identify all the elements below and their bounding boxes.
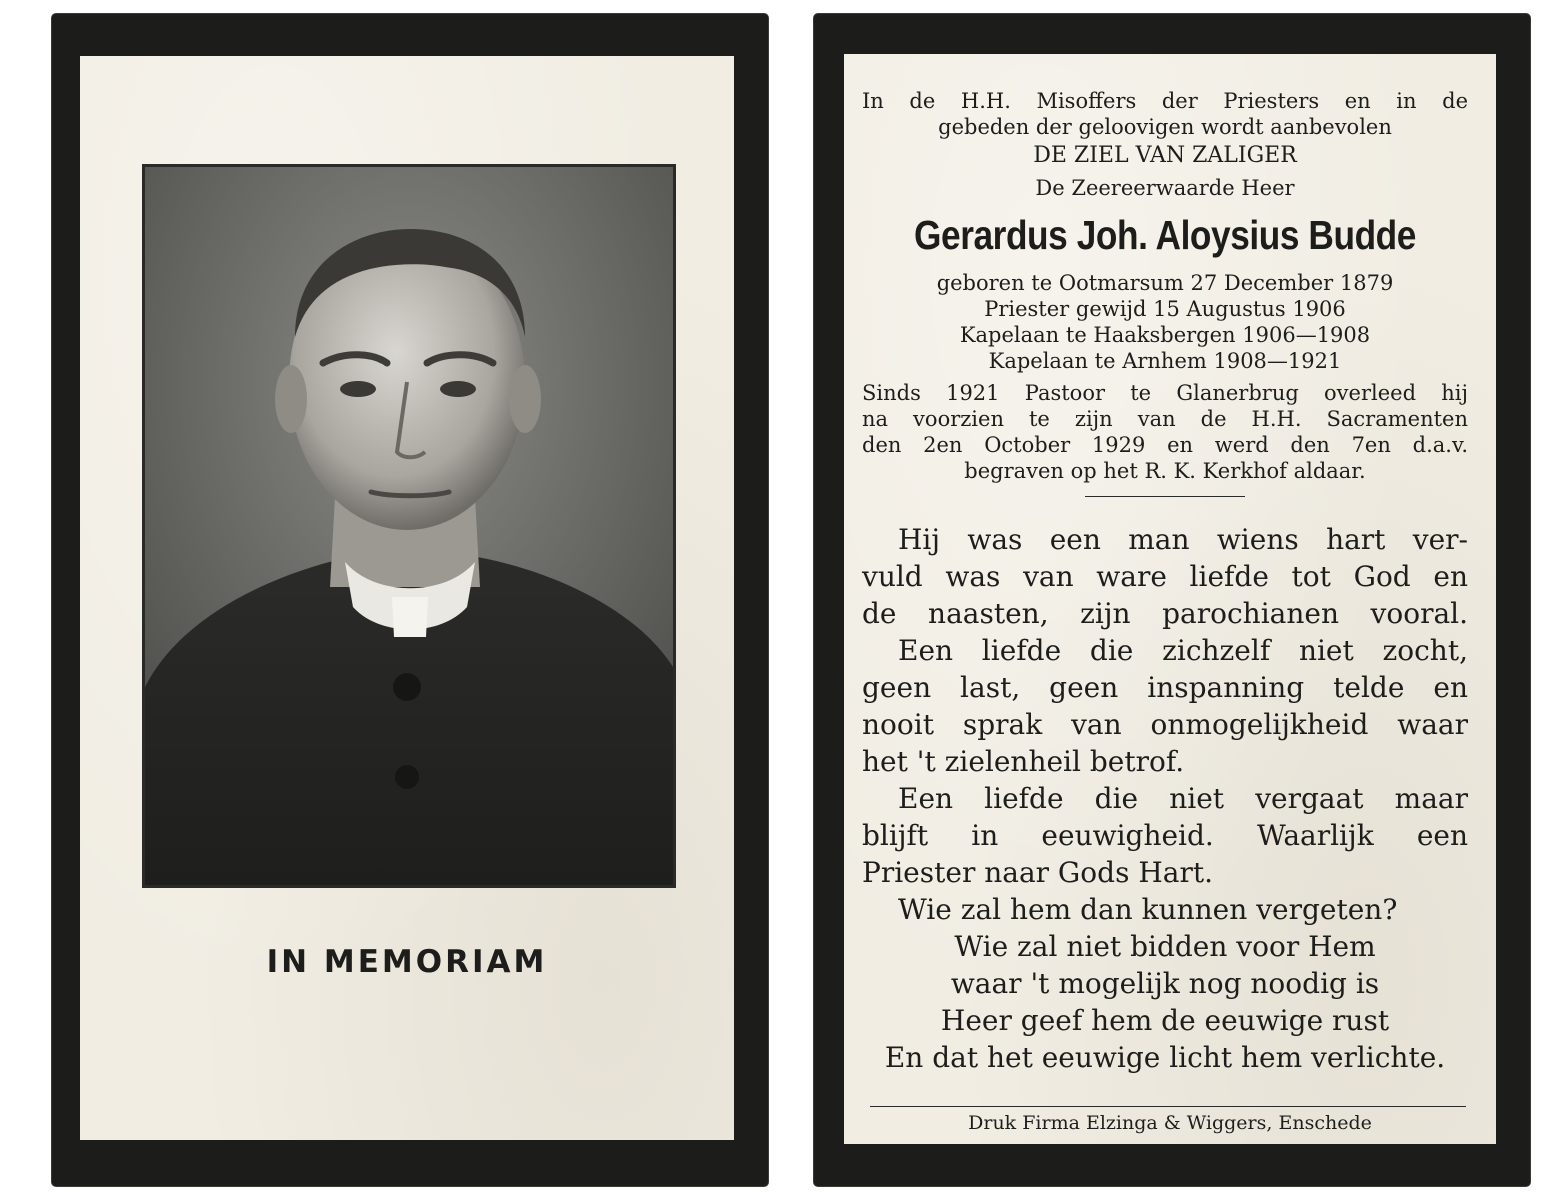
footer-divider: [870, 1106, 1466, 1107]
poem-line: Een liefde die niet vergaat maar: [898, 782, 1468, 815]
life-event: Kapelaan te Haaksbergen 1906—1908: [959, 323, 1371, 347]
poem-line: Priester naar Gods Hart.: [862, 856, 1213, 889]
portrait-illustration: [145, 167, 673, 885]
poem-line: Hij was een man wiens hart ver-: [898, 523, 1468, 556]
section-divider: [1085, 496, 1245, 497]
priest-portrait-photo: [142, 164, 676, 888]
poem-line: blijft in eeuwigheid. Waarlijk een: [862, 819, 1468, 852]
poem-line: En dat het eeuwige licht hem verlichte.: [884, 1041, 1446, 1074]
poem-line: nooit sprak van onmogelijkheid waar: [862, 708, 1468, 741]
poem-line: Wie zal hem dan kunnen vergeten?: [898, 893, 1398, 926]
death-notice: [862, 380, 1468, 484]
tribute-poem: [862, 521, 1468, 1076]
deceased-name: Gerardus Joh. Aloysius Budde: [914, 212, 1416, 258]
poem-line: het 't zielenheil betrof.: [862, 745, 1185, 778]
death-notice-line: begraven op het R. K. Kerkhof aldaar.: [964, 459, 1366, 483]
death-notice-line: na voorzien te zijn van de H.H. Sacramenten: [862, 407, 1468, 431]
life-event: Kapelaan te Arnhem 1908—1921: [988, 349, 1342, 373]
intro-section: [862, 88, 1468, 204]
death-notice-line: den 2en October 1929 en werd den 7en d.a.v.: [862, 433, 1468, 457]
poem-line: Een liefde die zichzelf niet zocht,: [898, 634, 1468, 667]
memorial-text: [862, 88, 1468, 1076]
poem-line: Heer geef hem de eeuwige rust: [940, 1004, 1390, 1037]
intro-line: In de H.H. Misoffers der Priesters en in de: [862, 89, 1468, 113]
in-memoriam-caption: IN MEMORIAM: [266, 944, 548, 980]
intro-line: De Zeereerwaarde Heer: [1035, 176, 1295, 200]
life-event: geboren te Ootmarsum 27 December 1879: [936, 271, 1394, 295]
poem-line: Wie zal niet bidden voor Hem: [954, 930, 1376, 963]
life-events: [862, 270, 1468, 374]
poem-line: de naasten, zijn parochianen vooral.: [862, 597, 1468, 630]
card-front-paper: [80, 56, 734, 1140]
death-notice-line: Sinds 1921 Pastoor te Glanerbrug overleed hij: [862, 381, 1468, 405]
printer-credit: Druk Firma Elzinga & Wiggers, Enschede: [968, 1112, 1372, 1134]
card-back-paper: [844, 54, 1496, 1144]
intro-line: DE ZIEL VAN ZALIGER: [1033, 143, 1297, 168]
memorial-card-front: [52, 14, 768, 1186]
poem-line: geen last, geen inspanning telde en: [862, 671, 1468, 704]
poem-line: waar 't mogelijk nog noodig is: [950, 967, 1380, 1000]
intro-line: gebeden der geloovigen wordt aanbevolen: [938, 115, 1392, 139]
memorial-card-back: [814, 14, 1530, 1186]
life-event: Priester gewijd 15 Augustus 1906: [984, 297, 1346, 321]
poem-line: vuld was van ware liefde tot God en: [862, 560, 1468, 593]
